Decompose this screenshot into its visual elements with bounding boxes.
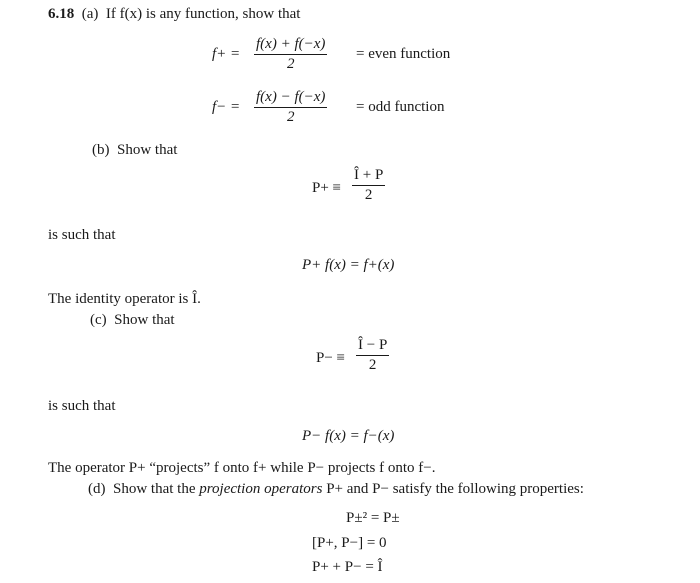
property-idempotent: P±² = P± bbox=[346, 510, 400, 526]
p-plus-lhs: P+ ≡ bbox=[312, 180, 342, 196]
p-minus-lhs: P− ≡ bbox=[316, 350, 346, 366]
part-d-text-1: Show that the bbox=[113, 481, 196, 497]
p-minus-fraction bbox=[356, 337, 389, 374]
property-commutator: [P+, P−] = 0 bbox=[312, 535, 387, 551]
projects-text: The operator P+ “projects” f onto f+ while P− projects f onto f−. bbox=[48, 460, 436, 476]
p-minus-denominator: 2 bbox=[368, 357, 377, 373]
part-b-label: (b) bbox=[92, 142, 110, 158]
f-minus-denominator: 2 bbox=[286, 109, 295, 125]
such-that-2: is such that bbox=[48, 398, 116, 414]
f-plus-fraction bbox=[254, 36, 327, 73]
p-minus-numerator: Î − P bbox=[358, 337, 388, 353]
part-d-label: (d) bbox=[88, 481, 106, 497]
part-c bbox=[90, 312, 175, 329]
f-plus-lhs: f+ = bbox=[212, 46, 241, 62]
part-c-text: Show that bbox=[114, 312, 175, 328]
f-plus-denominator: 2 bbox=[286, 56, 295, 72]
p-plus-numerator: Î + P bbox=[354, 167, 384, 183]
part-d bbox=[88, 481, 584, 498]
part-d-text-emphasis: projection operators bbox=[199, 481, 323, 497]
p-minus-action: P− f(x) = f−(x) bbox=[302, 428, 395, 444]
part-d-text-2: P+ and P− satisfy the following properties: bbox=[326, 481, 584, 497]
p-plus-action: P+ f(x) = f+(x) bbox=[302, 257, 395, 273]
p-plus-fraction bbox=[352, 167, 385, 204]
part-b-text: Show that bbox=[117, 142, 178, 158]
part-a-text: If f(x) is any function, show that bbox=[105, 6, 301, 22]
f-minus-lhs: f− = bbox=[212, 99, 241, 115]
property-completeness: P+ + P− = Î bbox=[312, 559, 383, 575]
f-minus-fraction bbox=[254, 89, 327, 126]
part-b bbox=[92, 142, 177, 159]
f-plus-numerator: f(x) + f(−x) bbox=[256, 36, 326, 52]
part-a-label: (a) bbox=[81, 6, 99, 22]
f-minus-rhs: = odd function bbox=[356, 99, 445, 115]
such-that-1: is such that bbox=[48, 227, 116, 243]
problem-header bbox=[48, 6, 300, 23]
problem-number: 6.18 bbox=[48, 6, 75, 22]
part-c-label: (c) bbox=[90, 312, 107, 328]
f-plus-rhs: = even function bbox=[356, 46, 451, 62]
identity-text: The identity operator is Î. bbox=[48, 291, 201, 307]
f-minus-numerator: f(x) − f(−x) bbox=[256, 89, 326, 105]
p-plus-denominator: 2 bbox=[364, 187, 373, 203]
